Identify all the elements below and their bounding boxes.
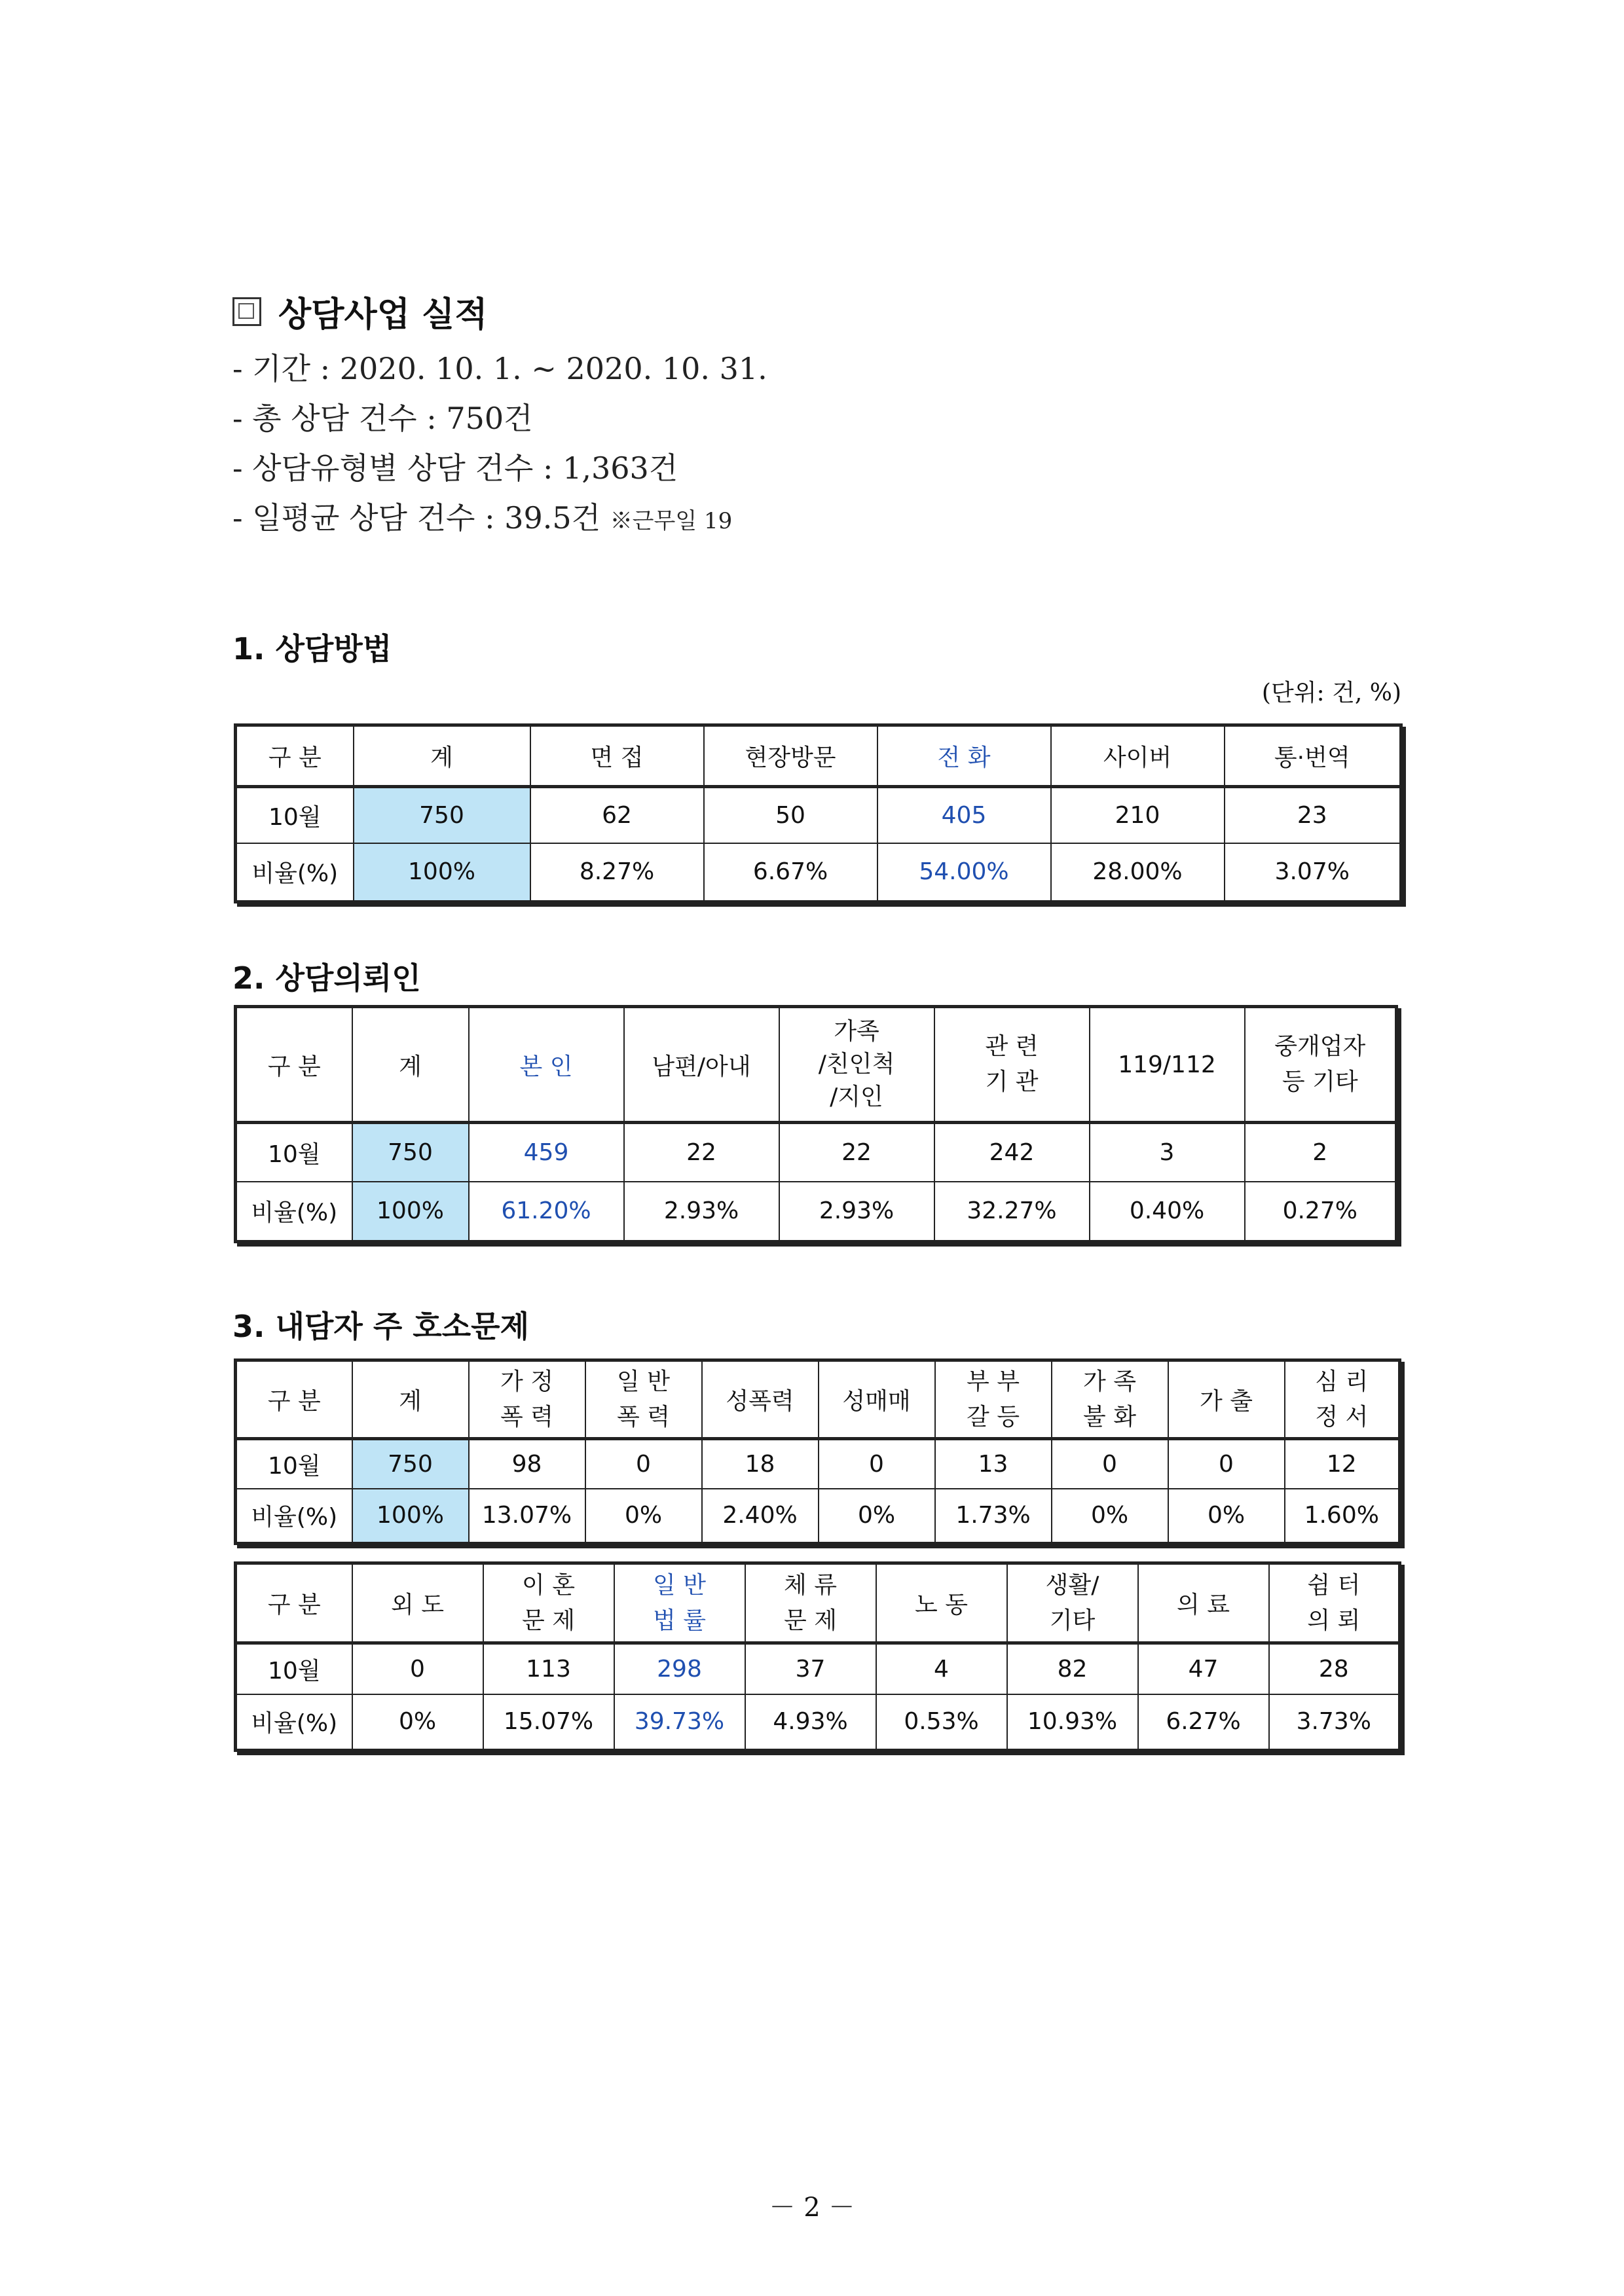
data-cell: 15.07%: [483, 1694, 614, 1751]
row-label: 10월: [236, 1123, 352, 1182]
data-cell: 3: [1090, 1123, 1245, 1182]
data-cell: 3.73%: [1269, 1694, 1400, 1751]
data-cell: 100%: [352, 1182, 469, 1242]
data-cell: 3.07%: [1225, 843, 1401, 902]
data-cell: 28.00%: [1051, 843, 1225, 902]
section-3-heading: 3. 내담자 주 호소문제: [232, 1309, 530, 1344]
row-label: 비율(%): [236, 1489, 352, 1544]
header-cell: 이 혼 문 제: [483, 1563, 614, 1643]
row-label: 10월: [236, 787, 354, 843]
data-cell: 13: [935, 1439, 1052, 1489]
data-cell: 0%: [1168, 1489, 1285, 1544]
header-cell: 계: [352, 1360, 469, 1439]
data-cell: 39.73%: [614, 1694, 745, 1751]
table-row: [236, 1694, 1400, 1751]
data-cell: 113: [483, 1643, 614, 1694]
header-cell: 가 출: [1168, 1360, 1285, 1439]
page-title-text: 상담사업 실적: [278, 295, 488, 335]
header-cell: 부 부 갈 등: [935, 1360, 1052, 1439]
data-cell: 98: [469, 1439, 585, 1489]
data-cell: 1.60%: [1285, 1489, 1400, 1544]
header-cell: 성폭력: [702, 1360, 819, 1439]
header-cell: 일 반 법 률: [614, 1563, 745, 1643]
data-cell: 0: [585, 1439, 702, 1489]
table-header-row: [236, 1563, 1400, 1643]
table-requester: [234, 1005, 1398, 1243]
data-cell: 22: [779, 1123, 934, 1182]
data-cell: 82: [1007, 1643, 1138, 1694]
table-consult-method: [234, 723, 1403, 903]
table-row: [236, 1182, 1397, 1242]
page-number: － 2 －: [769, 2193, 855, 2223]
total-count-line: - 총 상담 건수 : 750건: [232, 401, 533, 436]
header-cell: 중개업자 등 기타: [1245, 1007, 1397, 1123]
data-cell: 50: [704, 787, 877, 843]
table-row: [236, 1439, 1400, 1489]
table-header-row: [236, 1360, 1400, 1439]
data-cell: 54.00%: [877, 843, 1051, 902]
data-cell: 2: [1245, 1123, 1397, 1182]
header-cell: 생활/ 기타: [1007, 1563, 1138, 1643]
data-cell: 62: [530, 787, 704, 843]
data-cell: 750: [354, 787, 530, 843]
data-cell: 2.93%: [624, 1182, 779, 1242]
header-cell: 남편/아내: [624, 1007, 779, 1123]
header-cell: 계: [354, 725, 530, 787]
header-cell: 노 동: [876, 1563, 1007, 1643]
header-cell: 쉼 터 의 뢰: [1269, 1563, 1400, 1643]
data-cell: 0%: [585, 1489, 702, 1544]
row-label: 비율(%): [236, 843, 354, 902]
daily-average-text: - 일평균 상담 건수 : 39.5건: [232, 500, 601, 536]
data-cell: 10.93%: [1007, 1694, 1138, 1751]
table-header-row: [236, 725, 1401, 787]
header-cell: 성매매: [819, 1360, 935, 1439]
data-cell: 6.27%: [1138, 1694, 1269, 1751]
section-2-heading: 2. 상담의뢰인: [232, 960, 421, 996]
data-cell: 4: [876, 1643, 1007, 1694]
data-cell: 22: [624, 1123, 779, 1182]
header-cell: 현장방문: [704, 725, 877, 787]
data-cell: 750: [352, 1439, 469, 1489]
data-cell: 47: [1138, 1643, 1269, 1694]
data-cell: 750: [352, 1123, 469, 1182]
row-label: 10월: [236, 1439, 352, 1489]
header-cell: 통·번역: [1225, 725, 1401, 787]
data-cell: 6.67%: [704, 843, 877, 902]
table-row: [236, 1643, 1400, 1694]
header-cell: 구 분: [236, 1360, 352, 1439]
header-cell: 본 인: [469, 1007, 624, 1123]
row-label: 10월: [236, 1643, 352, 1694]
data-cell: 0.53%: [876, 1694, 1007, 1751]
data-cell: 12: [1285, 1439, 1400, 1489]
data-cell: 23: [1225, 787, 1401, 843]
data-cell: 2.40%: [702, 1489, 819, 1544]
data-cell: 100%: [352, 1489, 469, 1544]
row-label: 비율(%): [236, 1182, 352, 1242]
header-cell: 심 리 정 서: [1285, 1360, 1400, 1439]
page-title: [232, 287, 488, 336]
header-cell: 전 화: [877, 725, 1051, 787]
table-header-row: [236, 1007, 1397, 1123]
table-issues-1: [234, 1358, 1401, 1545]
square-bullet-icon: [232, 297, 261, 326]
data-cell: 2.93%: [779, 1182, 934, 1242]
header-cell: 외 도: [352, 1563, 483, 1643]
data-cell: 1.73%: [935, 1489, 1052, 1544]
data-cell: 13.07%: [469, 1489, 585, 1544]
data-cell: 0: [1168, 1439, 1285, 1489]
type-count-line: - 상담유형별 상담 건수 : 1,363건: [232, 450, 678, 486]
data-cell: 210: [1051, 787, 1225, 843]
data-cell: 0%: [1052, 1489, 1168, 1544]
section-1-heading: 1. 상담방법: [232, 631, 392, 666]
daily-average-line: [232, 494, 732, 538]
data-cell: 0%: [819, 1489, 935, 1544]
data-cell: 18: [702, 1439, 819, 1489]
table-issues-2: [234, 1561, 1401, 1752]
table-row: [236, 1123, 1397, 1182]
header-cell: 구 분: [236, 1563, 352, 1643]
table-row: [236, 1489, 1400, 1544]
header-cell: 가족 /친인척 /지인: [779, 1007, 934, 1123]
header-cell: 관 련 기 관: [934, 1007, 1090, 1123]
data-cell: 0: [352, 1643, 483, 1694]
header-cell: 면 접: [530, 725, 704, 787]
data-cell: 459: [469, 1123, 624, 1182]
data-cell: 8.27%: [530, 843, 704, 902]
data-cell: 0.27%: [1245, 1182, 1397, 1242]
data-cell: 37: [745, 1643, 876, 1694]
row-label: 비율(%): [236, 1694, 352, 1751]
data-cell: 0%: [352, 1694, 483, 1751]
data-cell: 0: [819, 1439, 935, 1489]
header-cell: 119/112: [1090, 1007, 1245, 1123]
header-cell: 사이버: [1051, 725, 1225, 787]
data-cell: 405: [877, 787, 1051, 843]
table-row: [236, 843, 1401, 902]
data-cell: 28: [1269, 1643, 1400, 1694]
data-cell: 0: [1052, 1439, 1168, 1489]
data-cell: 100%: [354, 843, 530, 902]
workdays-note: ※근무일 19: [610, 508, 733, 534]
data-cell: 298: [614, 1643, 745, 1694]
period-line: - 기간 : 2020. 10. 1. ~ 2020. 10. 31.: [232, 351, 767, 386]
header-cell: 가 족 불 화: [1052, 1360, 1168, 1439]
header-cell: 일 반 폭 력: [585, 1360, 702, 1439]
table-row: [236, 787, 1401, 843]
header-cell: 계: [352, 1007, 469, 1123]
header-cell: 의 료: [1138, 1563, 1269, 1643]
data-cell: 4.93%: [745, 1694, 876, 1751]
data-cell: 32.27%: [934, 1182, 1090, 1242]
data-cell: 242: [934, 1123, 1090, 1182]
data-cell: 0.40%: [1090, 1182, 1245, 1242]
header-cell: 구 분: [236, 1007, 352, 1123]
header-cell: 체 류 문 제: [745, 1563, 876, 1643]
unit-label: (단위: 건, %): [1261, 680, 1401, 706]
header-cell: 가 정 폭 력: [469, 1360, 585, 1439]
header-cell: 구 분: [236, 725, 354, 787]
data-cell: 61.20%: [469, 1182, 624, 1242]
